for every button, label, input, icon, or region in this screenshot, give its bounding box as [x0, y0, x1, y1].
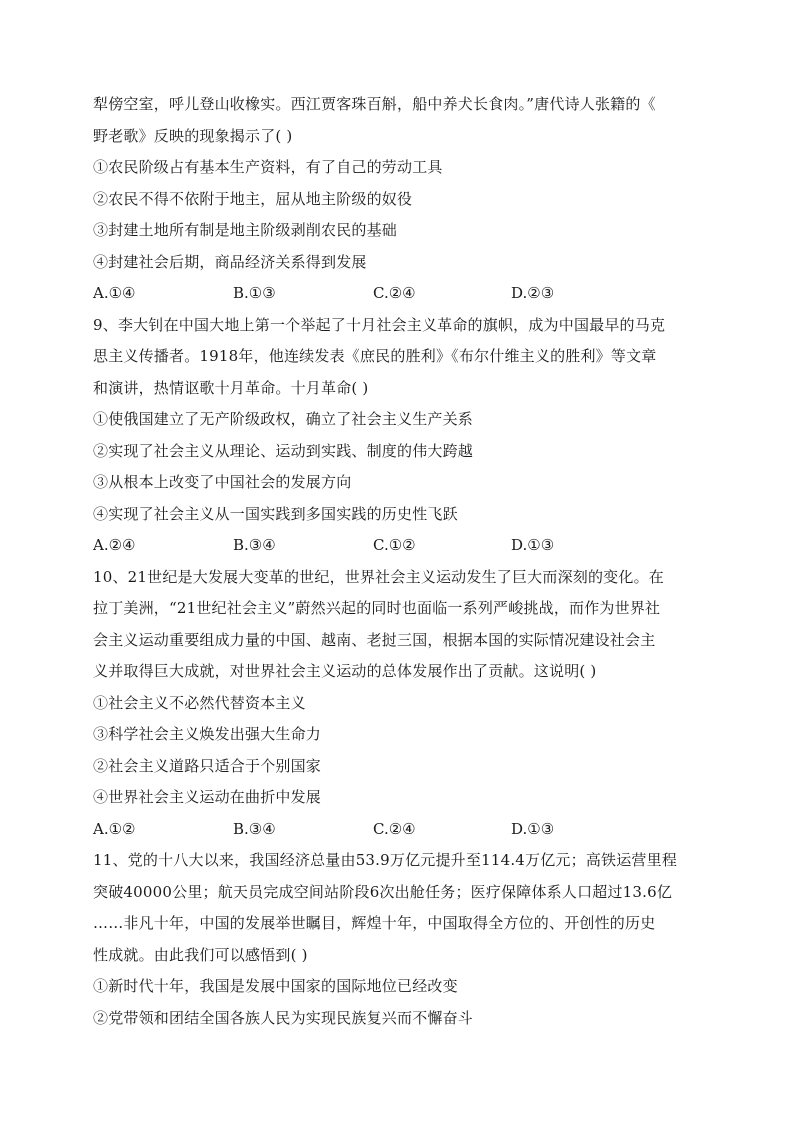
q9-stem-line-1: 9、李大钊在中国大地上第一个举起了十月社会主义革命的旗帜，成为中国最早的马克 — [93, 316, 666, 334]
q10-statement-4: ④世界社会主义运动在曲折中发展 — [93, 788, 322, 806]
q10-statement-3: ②社会主义道路只适合于个别国家 — [93, 757, 322, 775]
q8-statement-2: ②农民不得不依附于地主，屈从地主阶级的奴役 — [93, 190, 413, 208]
q8-option-b: B.①③ — [233, 284, 276, 302]
q9-options — [93, 535, 713, 555]
q9-option-b: B.③④ — [233, 536, 276, 554]
q9-stem-line-3: 和演讲，热情讴歌十月革命。十月革命( ) — [93, 379, 369, 397]
q11-stem-line-2: 突破40000公里；航天员完成空间站阶段6次出舱任务；医疗保障体系人口超过13.6亿 — [93, 883, 673, 901]
q10-stem-line-1: 10、21世纪是大发展大变革的世纪，世界社会主义运动发生了巨大而深刻的变化。在 — [93, 568, 664, 586]
q11-stem-line-4: 性成就。由此我们可以感悟到( ) — [93, 946, 308, 964]
q8-option-d: D.②③ — [511, 284, 555, 302]
q10-stem-line-2: 拉丁美洲，“21世纪社会主义”蔚然兴起的同时也面临一系列严峻挑战，而作为世界社 — [93, 599, 661, 617]
q8-options — [93, 283, 713, 303]
q11-stem-line-3: ……非凡十年，中国的发展举世瞩目，辉煌十年，中国取得全方位的、开创性的历史 — [93, 914, 656, 932]
q9-stem-line-2: 思主义传播者。1918年，他连续发表《庶民的胜利》《布尔什维主义的胜利》等文章 — [93, 347, 657, 365]
q10-option-a: A.①② — [93, 820, 136, 838]
q11-statement-1: ①新时代十年，我国是发展中国家的国际地位已经改变 — [93, 977, 458, 995]
q11-statement-2: ②党带领和团结全国各族人民为实现民族复兴而不懈奋斗 — [93, 1009, 474, 1027]
q10-stem-line-4: 义并取得巨大成就，对世界社会主义运动的总体发展作出了贡献。这说明( ) — [93, 662, 597, 680]
q8-statement-3: ③封建土地所有制是地主阶级剥削农民的基础 — [93, 221, 398, 239]
q8-stem-line-2: 野老歌》反映的现象揭示了( ) — [93, 127, 293, 145]
q10-option-c: C.②④ — [373, 820, 416, 838]
q10-statement-2: ③科学社会主义焕发出强大生命力 — [93, 725, 322, 743]
q9-option-c: C.①② — [373, 536, 416, 554]
q9-statement-2: ②实现了社会主义从理论、运动到实践、制度的伟大跨越 — [93, 442, 474, 460]
q9-statement-4: ④实现了社会主义从一国实践到多国实践的历史性飞跃 — [93, 505, 458, 523]
q8-statement-4: ④封建社会后期，商品经济关系得到发展 — [93, 253, 367, 271]
q8-stem-line-1: 犁傍空室，呼儿登山收橡实。西江贾客珠百斛，船中养犬长食肉。”唐代诗人张籍的《 — [93, 95, 656, 113]
q10-stem-line-3: 会主义运动重要组成力量的中国、越南、老挝三国，根据本国的实际情况建设社会主 — [93, 631, 656, 649]
q10-option-b: B.③④ — [233, 820, 276, 838]
q8-option-a: A.①④ — [93, 284, 136, 302]
q11-stem-line-1: 11、党的十八大以来，我国经济总量由53.9万亿元提升至114.4万亿元；高铁运营里程 — [93, 851, 678, 869]
q10-option-d: D.①③ — [511, 820, 555, 838]
q9-option-d: D.①③ — [511, 536, 555, 554]
q9-statement-1: ①使俄国建立了无产阶级政权，确立了社会主义生产关系 — [93, 410, 474, 428]
q10-options — [93, 819, 713, 839]
q9-option-a: A.②④ — [93, 536, 136, 554]
q10-statement-1: ①社会主义不必然代替资本主义 — [93, 694, 306, 712]
q8-statement-1: ①农民阶级占有基本生产资料，有了自己的劳动工具 — [93, 158, 443, 176]
q8-option-c: C.②④ — [373, 284, 416, 302]
q9-statement-3: ③从根本上改变了中国社会的发展方向 — [93, 473, 352, 491]
